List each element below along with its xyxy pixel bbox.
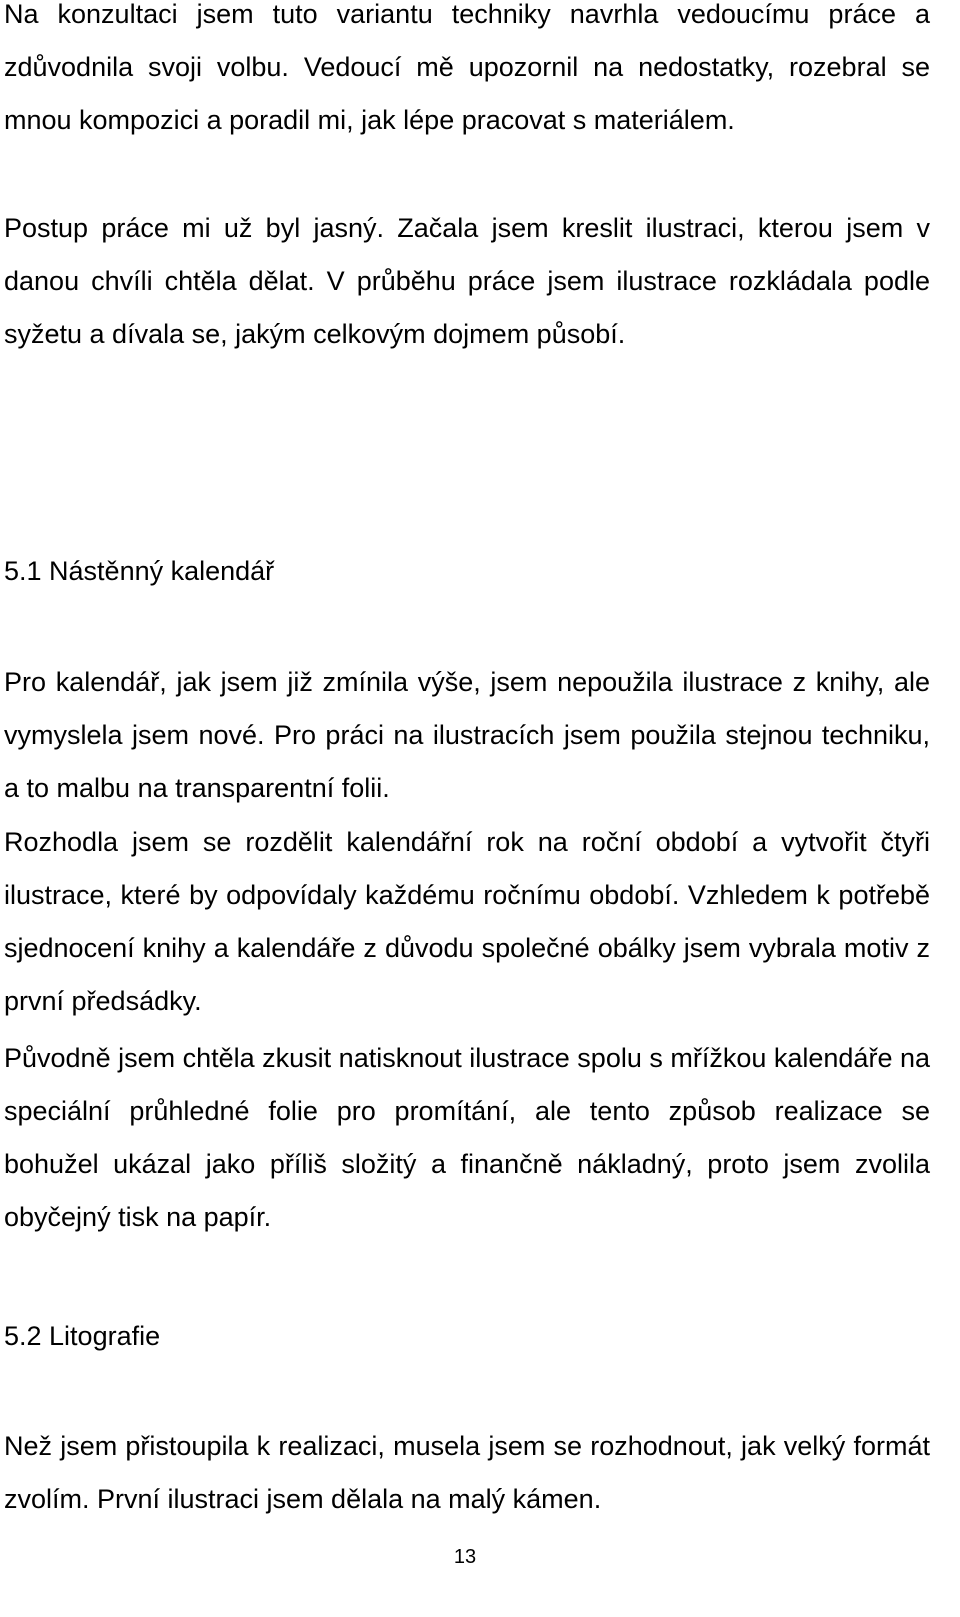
paragraph-work-process: Postup práce mi už byl jasný. Začala jsem kreslit ilustraci, kterou jsem v danou chvíli chtěla dělat. V průběhu práce jsem ilustrace rozkládala podle syžetu a dívala se, jakým celkovým dojmem působí.: [4, 213, 930, 349]
paragraph-printing: Původně jsem chtěla zkusit natisknout ilustrace spolu s mřížkou kalendáře na speciální průhledné folie pro promítání, ale tento způsob realizace se bohužel ukázal jako příliš složitý a finančně nákladný, proto jsem zvolila obyčejný tisk na papír.: [4, 1043, 930, 1232]
paragraph-calendar-illustrations: Pro kalendář, jak jsem již zmínila výše, jsem nepoužila ilustrace z knihy, ale vymyslela jsem nové. Pro práci na ilustracích jsem použila stejnou techniku, a to malbu na transparentní folii.: [4, 667, 930, 803]
section-heading-lithography: 5.2 Litografie: [4, 1321, 161, 1351]
page-number: 13: [453, 1546, 477, 1568]
paragraph-consultation: Na konzultaci jsem tuto variantu techniky navrhla vedoucímu práce a zdůvodnila svoji volbu. Vedoucí mě upozornil na nedostatky, rozebral se mnou kompozici a poradil mi, jak lépe pracovat s materiálem.: [4, 0, 930, 135]
section-heading-wall-calendar: 5.1 Nástěnný kalendář: [4, 556, 275, 586]
paragraph-format: Než jsem přistoupila k realizaci, musela jsem se rozhodnout, jak velký formát zvolím. První ilustraci jsem dělala na malý kámen.: [4, 1431, 930, 1514]
paragraph-seasons: Rozhodla jsem se rozdělit kalendářní rok na roční období a vytvořit čtyři ilustrace, které by odpovídaly každému ročnímu období. Vzhledem k potřebě sjednocení knihy a kalendáře z důvodu společné obálky jsem vybrala motiv z první předsádky.: [4, 827, 930, 1016]
